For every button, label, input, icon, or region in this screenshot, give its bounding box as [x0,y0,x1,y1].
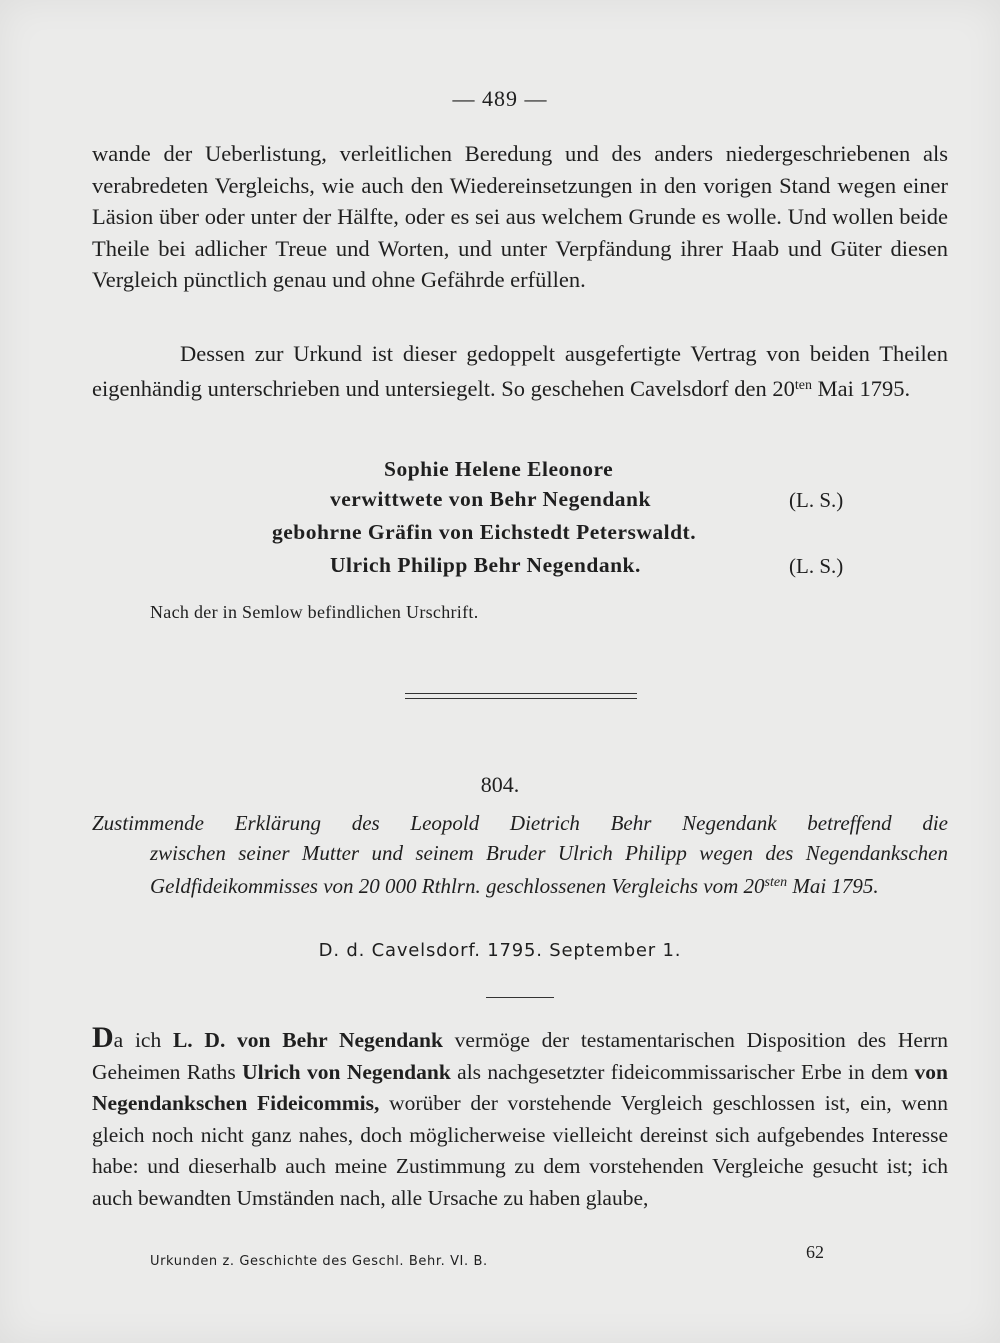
footer-signature-number: 62 [806,1242,824,1262]
signature-line-4: Ulrich Philipp Behr Negendank. [330,553,641,577]
paragraph-2-superscript: ten [794,377,813,393]
body-text-2: vermöge der testamentarischen Disposition des Herrn Geheimen Raths [92,1028,949,1084]
body-text-1: a ich [113,1028,173,1052]
paragraph-1: wande der Ueberlistung, verleitlichen Beredung und des anders niedergeschriebenen als verabredeten Vergleichs, wie auch den Wiedereinsetzungen in den vorigen Stand wegen einer Läsion über oder unter der Hälfte, oder es sei aus welchem Grunde es wolle. Und wollen beide Theile bei adlicher Treue und Worten, und unter Verpfändung ihrer Haab und Güter diesen Vergleich pünctlich genau und ohne Gefährde erfüllen. [92,141,948,292]
source-note: Nach der in Semlow befindlichen Urschrift. [150,602,479,622]
seal-mark-1: (L. S.) [789,488,844,512]
document-heading-superscript: sten [764,875,788,890]
body-name-1: L. D. von Behr Negendank [172,1028,443,1052]
paragraph-2-text-end: Mai 1795. [812,375,911,401]
document-heading-text: zwischen seiner Mutter und seinem Bruder Ulrich Philipp wegen des Negendankschen Geldfideikommisses von 20 000 Rthlrn. geschlossenen Vergleichs vom 20 [150,841,948,898]
body-text-4: worüber der vorstehende Vergleich geschlossen ist, ein, wenn gleich noch nicht ganz nahes, doch möglicherweise vielleicht dereinst sich aufgebendes Interesse habe: und dieserhalb auch meine Zustimmung zu dem vorstehenden Vergleiche gesucht ist; ich auch bewandten Umständen nach, alle Ursache zu haben glaube, [92,1091,948,1210]
signature-line-2: verwittwete von Behr Negendank [330,487,651,511]
paragraph-2 [92,338,948,404]
paragraph-2-text: Dessen zur Urkund ist dieser gedoppelt ausgefertigte Vertrag von beiden Theilen eigenhändig unterschrieben und untersiegelt. So geschehen Cavelsdorf den 20 [92,341,948,401]
seal-mark-2: (L. S.) [789,554,844,578]
document-heading-first-line: Zustimmende Erklärung des Leopold Dietrich Behr Negendank betreffend die [92,811,948,835]
page-number: — 489 — [452,86,548,111]
body-paragraph [92,1022,948,1214]
body-name-3: von Negendankschen Fideicommis, [92,1059,948,1115]
divider-double-bottom [405,698,637,699]
document-heading-end: Mai 1795. [787,874,879,898]
signature-line-3: gebohrne Gräfin von Eichstedt Peterswaldt. [272,520,697,544]
document-number: 804. [480,772,520,797]
document-heading [150,838,948,901]
divider-short [486,997,554,998]
divider-double-top [405,693,637,694]
body-text-3: als nachgesetzter fideicommissarischer Erbe in dem [450,1059,915,1084]
dateline: D. d. Cavelsdorf. 1795. September 1. [318,940,682,961]
signature-line-1: Sophie Helene Eleonore [384,457,614,481]
body-name-2: Ulrich von Negendank [242,1059,451,1084]
footer-title: Urkunden z. Geschichte des Geschl. Behr. VI. B. [150,1254,488,1269]
drop-cap: D [92,1021,114,1054]
